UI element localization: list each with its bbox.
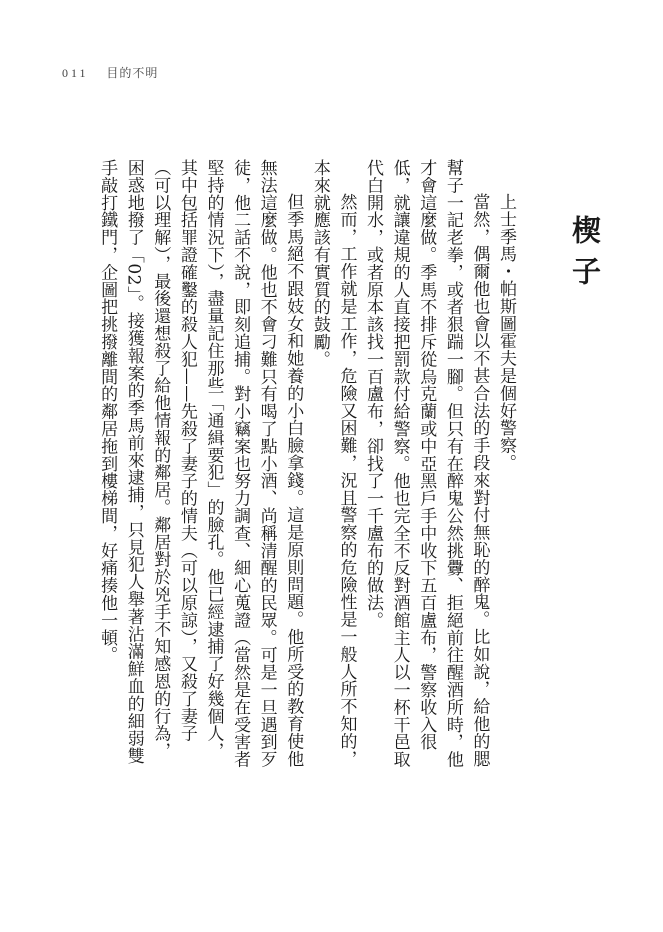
running-title: 目的不明	[106, 66, 159, 80]
paragraph-2: 當然，偶爾他也會以不甚合法的手段來對付無恥的醉鬼。比如說，給他的腮幫子一記老拳，或者狠踹一腳。但只有在醉鬼公然挑釁、拒絕前往醒酒所時，他才會這麼做。季馬不排斥從烏克蘭或中亞黑戶手中收下五百盧布，警察收入很低，就讓違規的人直接把罰款付給警察。他也完全不反對酒館主人以一杯干邑取代白開水，或者原本該找一百盧布，卻找了一千盧布的做法。	[363, 159, 490, 768]
running-header	[62, 64, 158, 81]
paragraph-1: 上士季馬・帕斯圖霍夫是個好警察。	[496, 193, 516, 472]
paragraph-4: 但季馬絕不跟妓女和她養的小白臉拿錢。這是原則問題。他所受的教育使他無法這麼做。他也不會刁難只有喝了點小酒、尚稱清醒的民眾。可是一旦遇到歹徒，他二話不說，即刻追捕。對小竊案也努力調查、細心蒐證（當然是在受害者堅持的情況下），盡量記住那些「通緝要犯」的臉孔。他已經逮捕了好幾個人，其中包括罪證確鑿的殺人犯——先殺了妻子的情夫（可以原諒），又殺了妻子（可以理解），最後還想殺了給他情報的鄰居。鄰居對於兇手不知感恩的行為，困惑地撥了「02」。接獲報案的季馬前來逮捕，只見犯人舉著沾滿鮮血的細弱雙手敲打鐵門，企圖把挑撥離間的鄰居拖到樓梯間，好痛揍他一頓。	[97, 159, 304, 768]
chapter-title: 楔子	[568, 215, 602, 297]
paragraph-3: 然而，工作就是工作，危險又困難，況且警察的危險性是一般人所不知的，本來就應該有實質的鼓勵。	[309, 159, 357, 768]
page-number: 011	[62, 66, 89, 80]
vertical-text-block	[75, 159, 605, 769]
